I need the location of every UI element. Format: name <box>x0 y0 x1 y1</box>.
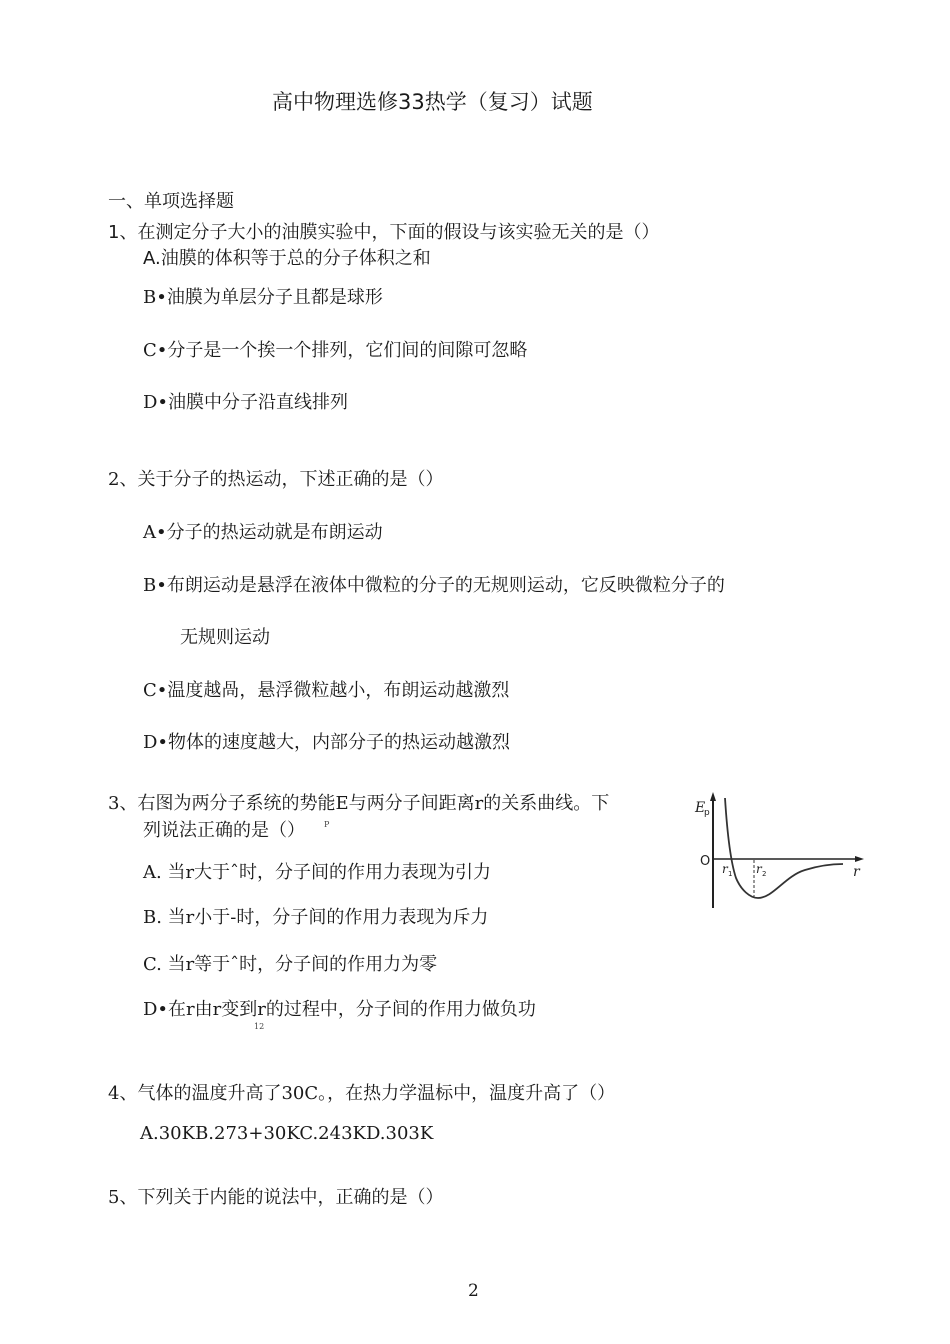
question-1-option-d: D•油膜中分子沿直线排列 <box>143 392 349 413</box>
question-1-stem: 1、在测定分子大小的油膜实验中，下面的假设与该实验无关的是（） <box>108 222 660 243</box>
graph-x-axis-arrow <box>855 856 864 862</box>
potential-energy-graph <box>693 790 865 912</box>
question-2-option-b-line-1: B•布朗运动是悬浮在液体中微粒的分子的无规则运动，它反映微粒分子的 <box>143 575 725 596</box>
graph-r2-subscript: 2 <box>762 870 767 878</box>
question-3-option-a: A. 当r大于ˆ时，分子间的作用力表现为引力 <box>143 862 492 883</box>
section-heading: 一、单项选择题 <box>108 191 234 212</box>
question-3-option-c: C. 当r等于ˆ时，分子间的作用力为零 <box>143 954 438 975</box>
question-3-option-d-subscript: 12 <box>254 1022 265 1031</box>
page-number: 2 <box>468 1281 479 1301</box>
question-3-stem-line-1: 3、右图为两分子系统的势能E与两分子间距离r的关系曲线。下 <box>108 793 610 814</box>
question-1-option-a: A.油膜的体积等于总的分子体积之和 <box>143 248 431 269</box>
question-4-stem: 4、气体的温度升高了30C。，在热力学温标中，温度升高了（） <box>108 1083 616 1104</box>
document-title: 高中物理选修33热学（复习）试题 <box>272 90 593 114</box>
graph-origin-label: O <box>700 854 711 869</box>
graph-x-label: r <box>853 864 860 880</box>
graph-r2-label: r <box>756 862 762 876</box>
graph-r1-subscript: 1 <box>728 870 733 878</box>
question-1-option-c: C•分子是一个挨一个排列，它们间的间隙可忽略 <box>143 340 528 361</box>
question-2-option-b-line-2: 无规则运动 <box>180 627 270 648</box>
question-3-stem-line-2: 列说法正确的是（） <box>143 820 305 841</box>
question-2-option-d: D•物体的速度越大，内部分子的热运动越激烈 <box>143 732 511 753</box>
graph-y-label-subscript: p <box>704 808 710 818</box>
graph-y-label: E <box>695 800 706 816</box>
question-4-options: A.30KB.273+30KC.243KD.303K <box>140 1123 434 1144</box>
question-2-option-a: A•分子的热运动就是布朗运动 <box>143 522 383 543</box>
question-3-option-b: B. 当r小于-时，分子间的作用力表现为斥力 <box>143 907 489 928</box>
question-3-stem-superscript: P <box>324 820 330 829</box>
question-2-option-c: C•温度越咼，悬浮微粒越小，布朗运动越激烈 <box>143 680 510 701</box>
question-5-stem: 5、下列关于内能的说法中，正确的是（） <box>108 1187 444 1208</box>
graph-r1-label: r <box>722 862 728 876</box>
question-2-stem: 2、关于分子的热运动，下述正确的是（） <box>108 469 444 490</box>
potential-energy-curve <box>725 798 843 898</box>
graph-y-axis-arrow <box>710 792 716 801</box>
question-3-option-d: D•在r由r变到r的过程中，分子间的作用力做负功 <box>143 999 536 1020</box>
question-1-option-b: B•油膜为单层分子且都是球形 <box>143 287 383 308</box>
